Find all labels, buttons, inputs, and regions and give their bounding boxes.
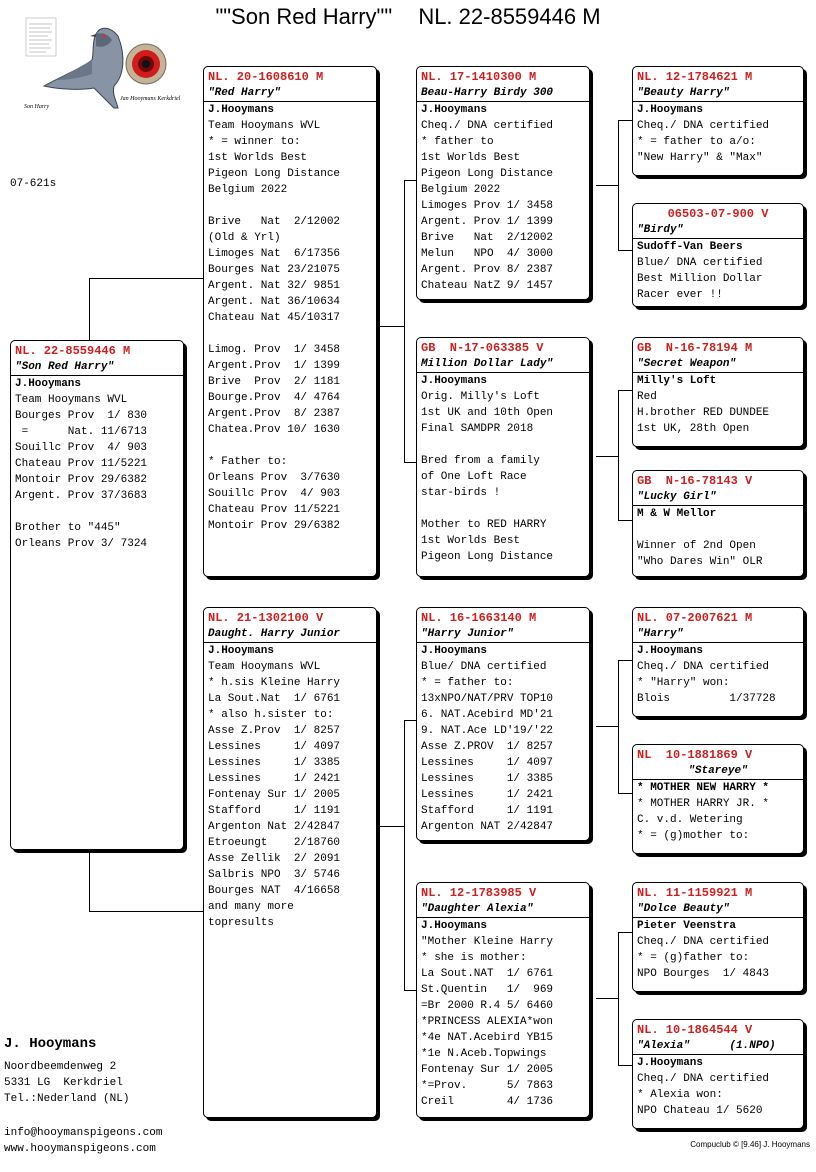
card-line: "Who Dares Win" OLR <box>637 556 763 568</box>
card-line: Asse Z.Prov 1/ 8257 <box>208 725 341 737</box>
card-line: St.Quentin 1/ 969 <box>421 984 554 996</box>
connector <box>404 720 405 990</box>
connector <box>89 911 204 912</box>
pedigree-card-sdd <box>632 470 804 577</box>
connector <box>380 826 404 827</box>
owner-name: J.Hooymans <box>15 378 82 390</box>
connector <box>618 793 633 794</box>
card-line: and many more <box>208 901 294 913</box>
card-line: Limoges Nat 6/17356 <box>208 248 341 260</box>
card-line: * = father to a/o: <box>637 136 756 148</box>
card-line: (Old & Yrl) <box>208 232 281 244</box>
card-line: topresults <box>208 917 275 929</box>
card-line: Pigeon Long Distance <box>208 168 341 180</box>
card-line: "Mother Kleine Harry <box>421 936 554 948</box>
ring-number: NL. 12-1784621 M <box>637 70 753 84</box>
card-line: Blue/ DNA certified <box>637 257 763 269</box>
pedigree-card-dss <box>632 607 804 717</box>
card-line: Limoges Prov 1/ 3458 <box>421 200 554 212</box>
card-line: Orleans Prov 3/ 7324 <box>15 538 148 550</box>
connector <box>596 456 618 457</box>
pigeon-name: "Birdy" <box>633 222 803 239</box>
owner-name: Pieter Veenstra <box>637 920 737 932</box>
ring-number: NL. 22-8559446 M <box>15 344 131 358</box>
card-line: Pigeon Long Distance <box>421 551 554 563</box>
card-lines <box>637 1071 799 1119</box>
card-line <box>15 504 179 520</box>
ring-number: NL. 16-1663140 M <box>421 611 537 625</box>
title-name: ""Son Red Harry"" <box>215 4 393 29</box>
pedigree-card-dam <box>203 607 377 1118</box>
connector <box>596 998 618 999</box>
pedigree-card-ddd <box>632 1019 804 1129</box>
card-line: Bred from a family <box>421 455 540 467</box>
owner-name: * MOTHER NEW HARRY * <box>637 782 770 794</box>
card-line: Team Hooymans WVL <box>208 661 321 673</box>
card-line: Final SAMDPR 2018 <box>421 423 534 435</box>
card-line: Chatea.Prov 10/ 1630 <box>208 424 341 436</box>
connector <box>404 180 405 462</box>
card-line: * = winner to: <box>208 136 301 148</box>
card-line: Team Hooymans WVL <box>15 394 128 406</box>
card-line: Cheq./ DNA certified <box>637 1073 770 1085</box>
connector <box>618 390 633 391</box>
breeder-contact <box>4 1125 162 1157</box>
card-line: Argent. Nat 36/10634 <box>208 296 341 308</box>
card-line: Souillc Prov 4/ 903 <box>15 442 148 454</box>
pedigree-card-dam-dam <box>416 882 590 1118</box>
owner-name: J.Hooymans <box>421 645 488 657</box>
card-line: 1st Worlds Best <box>421 535 521 547</box>
logo-caption-left: Son Harry <box>24 104 50 110</box>
card-line: Melun NPO 4/ 3000 <box>421 248 554 260</box>
connector <box>596 185 618 186</box>
card-line <box>421 501 585 517</box>
connector <box>618 120 633 121</box>
title-ring: NL. 22-8559446 M <box>418 4 601 29</box>
card-line: Chateau Prov 11/5221 <box>208 504 341 516</box>
pigeon-name: "Alexia" (1.NPO) <box>633 1038 803 1055</box>
card-line: Souillc Prov 4/ 903 <box>208 488 341 500</box>
card-lines <box>637 118 799 166</box>
card-line: Winner of 2nd Open <box>637 540 756 552</box>
card-line: Cheq./ DNA certified <box>637 661 770 673</box>
card-line: Argent. Nat 32/ 9851 <box>208 280 341 292</box>
card-line: 9. NAT.Ace LD'19/'22 <box>421 725 554 737</box>
card-line <box>637 522 799 538</box>
card-line <box>208 438 372 454</box>
card-line: Team Hooymans WVL <box>208 120 321 132</box>
connector <box>596 726 618 727</box>
side-code: 07-621s <box>10 178 57 190</box>
card-line: 1st Worlds Best <box>208 152 308 164</box>
pigeon-name: "Son Red Harry" <box>11 359 183 376</box>
pedigree-card-sire-dam <box>416 337 590 577</box>
card-line: 1st UK and 10th Open <box>421 407 554 419</box>
card-line: = Nat. 11/6713 <box>15 426 148 438</box>
owner-name: J.Hooymans <box>421 375 488 387</box>
card-line: Asse Zellik 2/ 2091 <box>208 853 341 865</box>
card-lines <box>421 934 585 1110</box>
card-line: H.brother RED DUNDEE <box>637 407 770 419</box>
card-line: Argenton NAT 2/42847 <box>421 821 554 833</box>
owner-name: J.Hooymans <box>637 645 704 657</box>
ring-number: NL. 11-1159921 M <box>637 886 753 900</box>
owner-name: M & W Mellor <box>637 508 717 520</box>
card-line: Red <box>637 391 657 403</box>
card-line: Orig. Milly's Loft <box>421 391 540 403</box>
card-line: Etroeungt 2/18760 <box>208 837 341 849</box>
card-line: Montoir Prov 29/6382 <box>15 474 148 486</box>
card-line: Orleans Prov 3/7630 <box>208 472 341 484</box>
pedigree-card-dds <box>632 882 804 992</box>
card-line: 13xNPO/NAT/PRV TOP10 <box>421 693 554 705</box>
card-line: 1st Worlds Best <box>421 152 521 164</box>
card-line: Lessines 1/ 3385 <box>421 773 554 785</box>
card-line: Limog. Prov 1/ 3458 <box>208 344 341 356</box>
card-lines <box>421 118 585 294</box>
pedigree-card-sire <box>203 66 377 577</box>
card-line: *1e N.Aceb.Topwings <box>421 1048 547 1060</box>
card-line: *4e NAT.Acebird YB15 <box>421 1032 554 1044</box>
card-line: Argent. Prov 37/3683 <box>15 490 148 502</box>
logo-caption-right: Jan Hooymans Kerkdriel <box>120 96 181 102</box>
card-line: Mother to RED HARRY <box>421 519 547 531</box>
card-line: Argent.Prov 1/ 1399 <box>208 360 341 372</box>
card-line: Asse Z.PROV 1/ 8257 <box>421 741 554 753</box>
card-line: C. v.d. Wetering <box>637 814 743 826</box>
pigeon-name: "Beauty Harry" <box>633 85 803 102</box>
card-line: * "Harry" won: <box>637 677 730 689</box>
card-line: Argent. Prov 8/ 2387 <box>421 264 554 276</box>
card-line <box>208 198 372 214</box>
ring-number: GB N-16-78143 V <box>637 474 753 488</box>
owner-name: Sudoff-Van Beers <box>637 241 743 253</box>
pigeon-name: "Daughter Alexia" <box>417 901 589 918</box>
card-line: La Sout.NAT 1/ 6761 <box>421 968 554 980</box>
card-lines <box>637 659 799 707</box>
card-line: * Alexia won: <box>637 1089 723 1101</box>
card-line: Brive Nat 2/12002 <box>208 216 341 228</box>
card-line: Best Million Dollar <box>637 273 763 285</box>
connector <box>618 932 619 1065</box>
ring-number: NL 10-1881869 V <box>637 748 753 762</box>
pigeon-name: Daught. Harry Junior <box>204 626 376 643</box>
card-lines <box>637 522 799 570</box>
owner-name: J.Hooymans <box>421 920 488 932</box>
card-line: La Sout.Nat 1/ 6761 <box>208 693 341 705</box>
connector <box>618 120 619 250</box>
card-lines <box>421 389 585 565</box>
pedigree-card-sss <box>632 66 804 176</box>
card-line: Bourges Prov 1/ 830 <box>15 410 148 422</box>
pigeon-name: Million Dollar Lady" <box>417 356 589 373</box>
ring-number: NL. 12-1783985 V <box>421 886 537 900</box>
card-line: Montoir Prov 29/6382 <box>208 520 341 532</box>
pigeon-name: "Dolce Beauty" <box>633 901 803 918</box>
card-line: Lessines 1/ 4097 <box>208 741 341 753</box>
card-line: *=Prov. 5/ 7863 <box>421 1080 554 1092</box>
card-line: Lessines 1/ 4097 <box>421 757 554 769</box>
card-line: Stafford 1/ 1191 <box>208 805 341 817</box>
pedigree-card-sire-sire <box>416 66 590 300</box>
card-line: Fontenay Sur 1/ 2005 <box>208 789 341 801</box>
card-line: Fontenay Sur 1/ 2005 <box>421 1064 554 1076</box>
card-line: Lessines 1/ 2421 <box>421 789 554 801</box>
connector <box>89 278 90 340</box>
card-line: * also h.sister to: <box>208 709 334 721</box>
connector <box>618 520 633 521</box>
connector <box>618 250 633 251</box>
owner-name: J.Hooymans <box>208 645 275 657</box>
card-line: NPO Bourges 1/ 4843 <box>637 968 770 980</box>
connector <box>618 1065 633 1066</box>
card-line: Cheq./ DNA certified <box>637 120 770 132</box>
card-line: Chateau Nat 45/10317 <box>208 312 341 324</box>
card-line: * she is mother: <box>421 952 527 964</box>
card-line: Bourges Nat 23/21075 <box>208 264 341 276</box>
card-line: * MOTHER HARRY JR. * <box>637 798 770 810</box>
card-line: * Father to: <box>208 456 288 468</box>
card-line: Chateau Prov 11/5221 <box>15 458 148 470</box>
card-line: Chateau NatZ 9/ 1457 <box>421 280 554 292</box>
card-line: * h.sis Kleine Harry <box>208 677 341 689</box>
card-lines <box>208 118 372 534</box>
card-line: Cheq./ DNA certified <box>421 120 554 132</box>
card-line: Bourge.Prov 4/ 4764 <box>208 392 341 404</box>
pedigree-card-dam-sire <box>416 607 590 841</box>
connector <box>618 660 619 793</box>
pedigree-card-subject <box>10 340 184 850</box>
card-line: Bourges NAT 4/16658 <box>208 885 341 897</box>
connector <box>618 932 633 933</box>
card-line: Racer ever !! <box>637 289 723 301</box>
card-line: star-birds ! <box>421 487 501 499</box>
card-line: * = (g)father to: <box>637 952 750 964</box>
connector <box>89 278 204 279</box>
connector <box>380 326 404 327</box>
pigeon-name: "Secret Weapon" <box>633 356 803 373</box>
card-line: Brother to "445" <box>15 522 121 534</box>
card-line: NPO Chateau 1/ 5620 <box>637 1105 763 1117</box>
pigeon-name: Beau-Harry Birdy 300 <box>417 85 589 102</box>
card-line: Blue/ DNA certified <box>421 661 547 673</box>
card-line: Pigeon Long Distance <box>421 168 554 180</box>
pedigree-card-ssd <box>632 203 804 307</box>
card-line: Argent.Prov 8/ 2387 <box>208 408 341 420</box>
address-line: 5331 LG Kerkdriel <box>4 1077 123 1089</box>
card-line: Brive Prov 2/ 1181 <box>208 376 341 388</box>
connector <box>618 660 633 661</box>
connector <box>618 390 619 520</box>
card-line: of One Loft Race <box>421 471 527 483</box>
card-line: Brive Nat 2/12002 <box>421 232 554 244</box>
pigeon-name: "Harry" <box>633 626 803 643</box>
ring-number: NL. 07-2007621 M <box>637 611 753 625</box>
card-line: Stafford 1/ 1191 <box>421 805 554 817</box>
card-line: Lessines 1/ 3385 <box>208 757 341 769</box>
card-line: Cheq./ DNA certified <box>637 936 770 948</box>
connector <box>89 850 90 912</box>
card-lines <box>637 934 799 982</box>
email-link[interactable]: info@hooymanspigeons.com <box>4 1127 163 1139</box>
card-line: Salbris NPO 3/ 5746 <box>208 869 341 881</box>
pigeon-name: "Lucky Girl" <box>633 489 803 506</box>
card-lines <box>637 796 799 844</box>
owner-name: J.Hooymans <box>421 104 488 116</box>
ring-number: NL. 10-1864544 V <box>637 1023 753 1037</box>
breeder-address <box>4 1059 129 1107</box>
card-line: Argenton Nat 2/42847 <box>208 821 341 833</box>
card-line: Lessines 1/ 2421 <box>208 773 341 785</box>
card-line: Creil 4/ 1736 <box>421 1096 554 1108</box>
pedigree-card-sds <box>632 337 804 447</box>
card-lines <box>208 659 372 931</box>
card-lines <box>15 392 179 552</box>
card-line: 6. NAT.Acebird MD'21 <box>421 709 554 721</box>
pigeon-name: "Red Harry" <box>204 85 376 102</box>
card-line: Belgium 2022 <box>421 184 501 196</box>
ring-number: GB N-16-78194 M <box>637 341 753 355</box>
card-line: * father to <box>421 136 494 148</box>
card-lines <box>421 659 585 835</box>
card-line: 1st UK, 28th Open <box>637 423 750 435</box>
owner-name: Milly's Loft <box>637 375 717 387</box>
address-line: Noordbeemdenweg 2 <box>4 1061 117 1073</box>
card-line <box>208 326 372 342</box>
pigeon-name: "Stareye" <box>633 763 803 780</box>
ring-number: NL. 20-1608610 M <box>208 70 324 84</box>
card-line <box>421 437 585 453</box>
breeder-name: J. Hooymans <box>4 1036 97 1052</box>
owner-name: J.Hooymans <box>208 104 275 116</box>
pigeon-logo <box>22 16 182 120</box>
card-line: Belgium 2022 <box>208 184 288 196</box>
ring-number: NL. 21-1302100 V <box>208 611 324 625</box>
footer-credit: Compuclub © [9.46] J. Hooymans <box>690 1140 810 1149</box>
card-line: * = (g)mother to: <box>637 830 750 842</box>
owner-name: J.Hooymans <box>637 104 704 116</box>
card-lines <box>637 255 799 303</box>
pigeon-name: "Harry Junior" <box>417 626 589 643</box>
pedigree-card-dsd <box>632 744 804 854</box>
card-line: =Br 2000 R.4 5/ 6460 <box>421 1000 554 1012</box>
owner-name: J.Hooymans <box>637 1057 704 1069</box>
card-line: "New Harry" & "Max" <box>637 152 763 164</box>
card-line: *PRINCESS ALEXIA*won <box>421 1016 554 1028</box>
website-link[interactable]: www.hooymanspigeons.com <box>4 1143 156 1155</box>
ring-number: 06503-07-900 V <box>667 207 769 221</box>
card-line: Blois 1/37728 <box>637 693 776 705</box>
ring-number: GB N-17-063385 V <box>421 341 544 355</box>
card-lines <box>637 389 799 437</box>
card-line: * = father to: <box>421 677 514 689</box>
card-line: Argent. Prov 1/ 1399 <box>421 216 554 228</box>
address-line: Tel.:Nederland (NL) <box>4 1093 130 1105</box>
ring-number: NL. 17-1410300 M <box>421 70 537 84</box>
